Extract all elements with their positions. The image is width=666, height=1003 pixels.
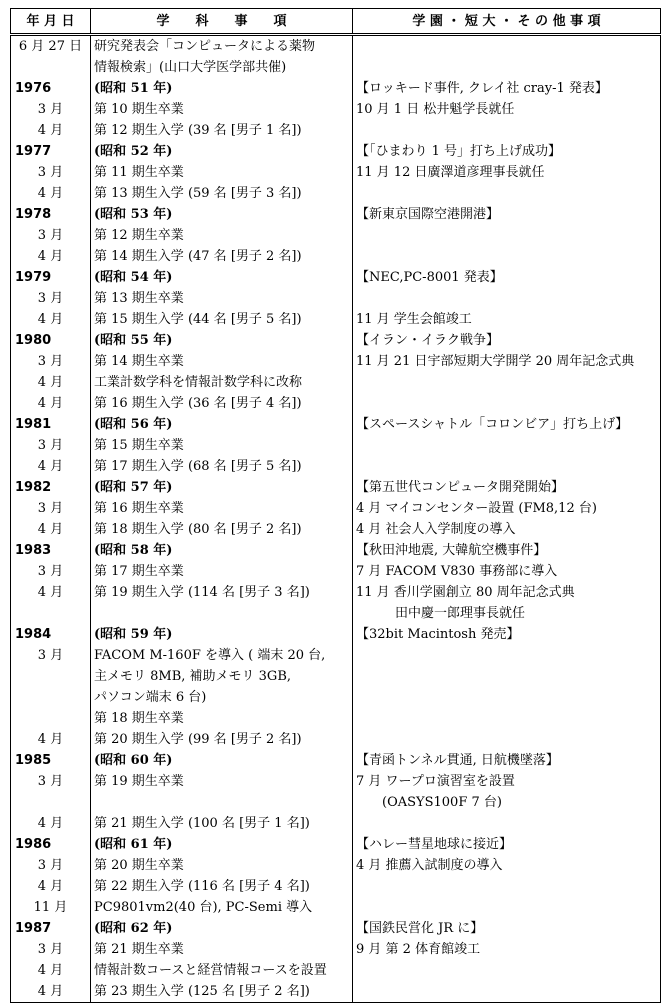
other-cell [353,855,661,876]
year-row [11,834,661,855]
other-line [356,876,660,897]
academic-line: 第 16 期生入学 (36 名 [男子 4 名]) [94,396,302,411]
academic-line: 第 20 期生卒業 [94,858,184,873]
academic-line: (昭和 60 年) [94,753,173,768]
other-cell [353,813,661,834]
academic-cell [91,729,353,750]
academic-line: (昭和 57 年) [94,480,173,495]
table-row [11,981,661,1003]
academic-line: 第 14 期生卒業 [94,354,184,369]
year-row [11,750,661,771]
table-row [11,288,661,309]
other-cell [353,771,661,813]
other-cell [353,435,661,456]
other-cell [353,162,661,183]
other-cell [353,750,661,771]
date-cell: 4 月 [11,456,91,477]
table-row [11,372,661,393]
academic-line: 主メモリ 8MB, 補助メモリ 3GB, [94,669,292,684]
table-row [11,519,661,540]
other-line [356,288,660,309]
date-cell: 3 月 [11,225,91,246]
other-line: (OASYS100F 7 台) [356,795,502,810]
academic-line: 第 16 期生卒業 [94,501,184,516]
other-line: 【「ひまわり 1 号」打ち上げ成功】 [356,144,562,159]
academic-line: (昭和 61 年) [94,837,173,852]
other-line [356,813,660,834]
academic-line: 第 21 期生卒業 [94,942,184,957]
academic-cell [91,771,353,813]
academic-cell [91,981,353,1003]
academic-line: 情報検索」(山口大学医学部共催) [94,60,287,75]
other-cell [353,456,661,477]
date-cell: 3 月 [11,99,91,120]
academic-line: (昭和 55 年) [94,333,173,348]
academic-line: FACOM M-160F を導入 ( 端末 20 台, [94,648,326,663]
table-row [11,225,661,246]
academic-line: 第 21 期生入学 (100 名 [男子 1 名]) [94,816,310,831]
table-row [11,456,661,477]
other-line [356,36,660,57]
header-row [11,9,661,35]
date-cell: 4 月 [11,120,91,141]
other-line [356,960,660,981]
year-row [11,477,661,498]
table-row [11,120,661,141]
table-row [11,960,661,981]
date-cell: 4 月 [11,393,91,414]
academic-cell [91,99,353,120]
date-cell: 4 月 [11,582,91,624]
other-line: 7 月 ワープロ演習室を設置 [356,774,515,789]
other-line: 【青函トンネル貫通, 日航機墜落】 [356,753,559,768]
date-cell: 3 月 [11,561,91,582]
academic-cell [91,939,353,960]
academic-cell [91,897,353,918]
date-cell: 4 月 [11,981,91,1003]
other-line [356,372,660,393]
academic-line: (昭和 53 年) [94,207,173,222]
table-row [11,246,661,267]
other-cell [353,939,661,960]
year-row [11,267,661,288]
date-cell: 3 月 [11,939,91,960]
academic-cell [91,498,353,519]
table-row [11,183,661,204]
table-body [11,35,661,1003]
academic-cell [91,582,353,624]
table-row [11,897,661,918]
other-line: 11 月 学生会館竣工 [356,312,472,327]
date-cell: 4 月 [11,183,91,204]
other-cell [353,729,661,750]
table-row [11,939,661,960]
other-cell [353,477,661,498]
other-line: 【NEC,PC-8001 発表】 [356,270,503,285]
other-line: 11 月 21 日宇部短期大学開学 20 周年記念式典 [356,354,635,369]
date-cell: 3 月 [11,855,91,876]
academic-line: 研究発表会「コンピュータによる薬物 [94,39,316,54]
table-row [11,435,661,456]
academic-line: (昭和 51 年) [94,81,173,96]
academic-cell [91,855,353,876]
other-cell [353,141,661,162]
other-line [356,981,660,1002]
academic-cell [91,834,353,855]
table-row [11,771,661,813]
table-row [11,99,661,120]
date-cell: 1976 [11,78,91,99]
academic-cell [91,35,353,79]
date-cell: 4 月 [11,519,91,540]
academic-cell [91,813,353,834]
academic-cell [91,267,353,288]
table-row [11,645,661,729]
academic-cell [91,918,353,939]
other-cell [353,351,661,372]
other-cell [353,876,661,897]
other-cell [353,519,661,540]
academic-line: 第 19 期生卒業 [94,774,184,789]
academic-cell [91,519,353,540]
other-cell [353,414,661,435]
year-row [11,540,661,561]
date-cell: 1983 [11,540,91,561]
other-line: 4 月 推薦入試制度の導入 [356,858,503,873]
date-cell: 3 月 [11,162,91,183]
other-line: 11 月 12 日廣澤道彦理事長就任 [356,165,545,180]
academic-cell [91,246,353,267]
date-cell: 1987 [11,918,91,939]
academic-line: 情報計数コースと経営情報コースを設置 [94,963,327,978]
academic-line: 第 17 期生卒業 [94,564,184,579]
date-cell: 3 月 [11,288,91,309]
academic-cell [91,225,353,246]
date-cell: 3 月 [11,771,91,813]
academic-line: 第 18 期生卒業 [94,711,184,726]
date-cell: 1985 [11,750,91,771]
date-cell: 1980 [11,330,91,351]
other-line: 【第五世代コンピュータ開発開始】 [356,480,565,495]
academic-line: 第 12 期生入学 (39 名 [男子 1 名]) [94,123,302,138]
academic-cell [91,162,353,183]
year-row [11,330,661,351]
academic-line: (昭和 62 年) [94,921,173,936]
other-line: 11 月 香川学園創立 80 周年記念式典 [356,585,575,600]
other-cell [353,309,661,330]
academic-line: パソコン端末 6 台) [94,690,207,705]
table-row [11,498,661,519]
other-cell [353,897,661,918]
date-cell: 4 月 [11,813,91,834]
other-line: 【秋田沖地震, 大韓航空機事件】 [356,543,547,558]
year-row [11,204,661,225]
academic-cell [91,435,353,456]
other-line: 4 月 社会人入学制度の導入 [356,522,516,537]
other-cell [353,35,661,79]
other-line [356,729,660,750]
date-cell: 3 月 [11,645,91,729]
other-cell [353,183,661,204]
date-cell: 11 月 [11,897,91,918]
academic-line: 第 12 期生卒業 [94,228,184,243]
other-cell [353,288,661,309]
date-cell: 1986 [11,834,91,855]
date-cell: 4 月 [11,876,91,897]
year-row [11,918,661,939]
academic-line: 第 13 期生入学 (59 名 [男子 3 名]) [94,186,302,201]
academic-line: 第 17 期生入学 (68 名 [男子 5 名]) [94,459,302,474]
academic-line: (昭和 59 年) [94,627,173,642]
other-line [356,225,660,246]
other-cell [353,246,661,267]
other-cell [353,99,661,120]
other-cell [353,960,661,981]
other-cell [353,204,661,225]
other-line [356,645,660,666]
other-line: 【ロッキード事件, クレイ社 cray-1 発表】 [356,81,608,96]
academic-cell [91,876,353,897]
other-cell [353,981,661,1003]
date-cell: 4 月 [11,372,91,393]
academic-line: 第 15 期生入学 (44 名 [男子 5 名]) [94,312,302,327]
academic-cell [91,330,353,351]
academic-line: 工業計数学科を情報計数学科に改称 [94,375,303,390]
academic-line: (昭和 56 年) [94,417,173,432]
date-cell: 1981 [11,414,91,435]
academic-line: PC9801vm2(40 台), PC-Semi 導入 [94,900,313,915]
other-cell [353,582,661,624]
table-row [11,35,661,79]
other-line: 7 月 FACOM V830 事務部に導入 [356,564,558,579]
other-line: 【32bit Macintosh 発売】 [356,627,520,642]
other-cell [353,393,661,414]
other-cell [353,372,661,393]
date-cell: 3 月 [11,498,91,519]
table-row [11,876,661,897]
date-cell: 6 月 27 日 [11,35,91,79]
academic-line: 第 23 期生入学 (125 名 [男子 2 名]) [94,984,310,999]
academic-line: 第 13 期生卒業 [94,291,184,306]
other-line: 10 月 1 日 松井魁学長就任 [356,102,515,117]
header-academic: 学 科 事 項 [91,9,353,35]
date-cell: 3 月 [11,435,91,456]
academic-line: 第 15 期生卒業 [94,438,184,453]
table-row [11,582,661,624]
academic-line: 第 11 期生卒業 [94,165,184,180]
academic-cell [91,414,353,435]
other-line [356,246,660,267]
table-row [11,561,661,582]
table-row [11,855,661,876]
academic-cell [91,141,353,162]
other-cell [353,267,661,288]
other-line: 【イラン・イラク戦争】 [356,333,500,348]
date-cell: 1978 [11,204,91,225]
academic-line: (昭和 54 年) [94,270,173,285]
year-row [11,414,661,435]
academic-line: 第 20 期生入学 (99 名 [男子 2 名]) [94,732,302,747]
academic-line: 第 14 期生入学 (47 名 [男子 2 名]) [94,249,302,264]
other-line: 9 月 第 2 体育館竣工 [356,942,481,957]
other-cell [353,561,661,582]
academic-cell [91,960,353,981]
other-line: 【国鉄民営化 JR に】 [356,921,484,936]
academic-cell [91,456,353,477]
academic-line: 第 19 期生入学 (114 名 [男子 3 名]) [94,585,310,600]
date-cell: 4 月 [11,960,91,981]
other-cell [353,225,661,246]
academic-cell [91,288,353,309]
academic-cell [91,78,353,99]
academic-cell [91,372,353,393]
other-line [356,183,660,204]
academic-line: (昭和 52 年) [94,144,173,159]
other-cell [353,120,661,141]
date-cell: 4 月 [11,246,91,267]
date-cell: 4 月 [11,729,91,750]
chronology-table [10,8,661,1003]
academic-cell [91,309,353,330]
other-cell [353,834,661,855]
academic-cell [91,477,353,498]
academic-cell [91,624,353,645]
other-line [356,393,660,414]
other-cell [353,624,661,645]
date-cell: 3 月 [11,351,91,372]
other-cell [353,78,661,99]
academic-cell [91,204,353,225]
table-row [11,162,661,183]
other-line: 【新東京国際空港開港】 [356,207,500,222]
table-row [11,351,661,372]
table-row [11,393,661,414]
year-row [11,624,661,645]
date-cell: 1979 [11,267,91,288]
other-line [356,435,660,456]
academic-cell [91,750,353,771]
other-cell [353,918,661,939]
table-row [11,309,661,330]
other-line: 4 月 マイコンセンター設置 (FM8,12 台) [356,501,597,516]
other-line: 【スペースシャトル「コロンビア」打ち上げ】 [356,417,629,432]
other-line: 【ハレー彗星地球に接近】 [356,837,513,852]
other-cell [353,498,661,519]
date-cell: 1982 [11,477,91,498]
academic-cell [91,120,353,141]
academic-line: 第 18 期生入学 (80 名 [男子 2 名]) [94,522,302,537]
date-cell: 1977 [11,141,91,162]
academic-cell [91,645,353,729]
other-line [356,897,660,918]
year-row [11,78,661,99]
header-other: 学 園 ・ 短 大 ・ そ の 他 事 項 [353,9,661,35]
other-cell [353,540,661,561]
table-row [11,813,661,834]
other-cell [353,330,661,351]
academic-cell [91,351,353,372]
academic-cell [91,393,353,414]
date-cell: 1984 [11,624,91,645]
year-row [11,141,661,162]
other-line: 田中慶一郎理事長就任 [356,606,526,621]
table-row [11,729,661,750]
academic-cell [91,540,353,561]
academic-line: (昭和 58 年) [94,543,173,558]
other-line [356,120,660,141]
academic-line: 第 22 期生入学 (116 名 [男子 4 名]) [94,879,310,894]
academic-cell [91,183,353,204]
date-cell: 4 月 [11,309,91,330]
other-line [356,456,660,477]
header-date: 年 月 日 [11,9,91,35]
academic-line: 第 10 期生卒業 [94,102,184,117]
academic-cell [91,561,353,582]
other-cell [353,645,661,729]
